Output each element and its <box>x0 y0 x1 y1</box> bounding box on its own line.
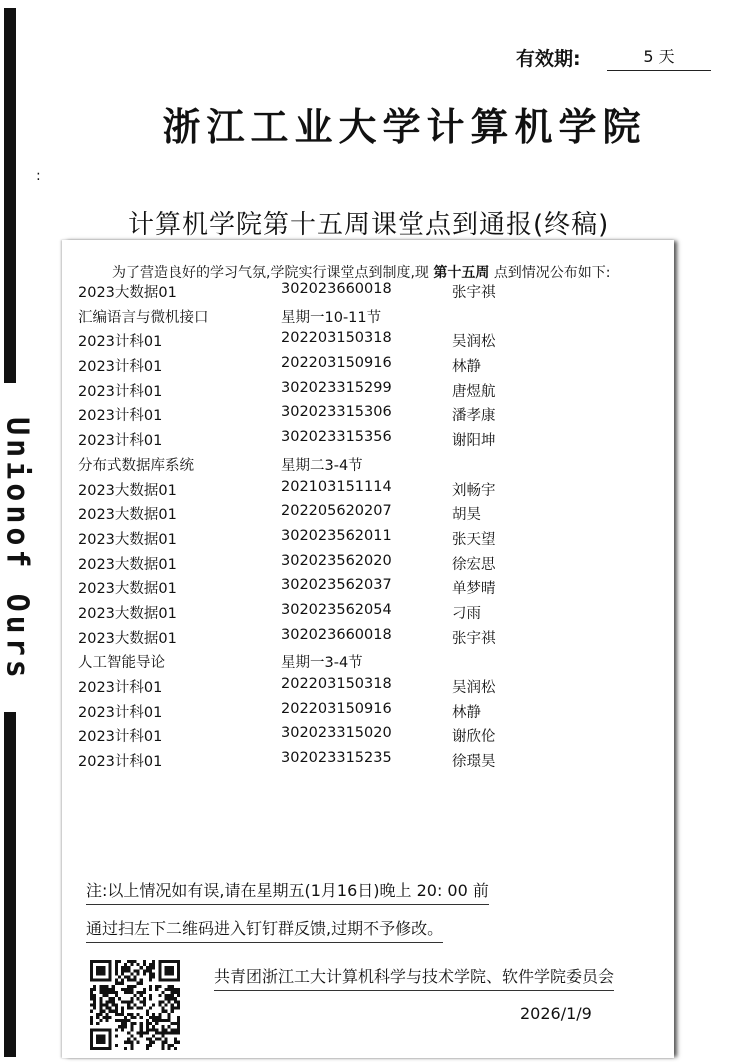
student-record-row <box>78 697 638 722</box>
student-record-row <box>78 549 638 574</box>
student-record-row <box>78 475 638 500</box>
student-record-row <box>78 598 638 623</box>
student-name: 张宇祺 <box>452 285 496 301</box>
student-id: 302023315306 <box>281 404 392 421</box>
student-record-row <box>78 376 638 401</box>
note-line-1: 注:以上情况如有误,请在星期五(1月16日)晚上 20: 00 前 <box>86 878 489 905</box>
student-id: 202203150916 <box>281 355 392 372</box>
organization-name: 共青团浙江工大计算机科学与技术学院、软件学院委员会 <box>214 964 614 991</box>
student-class: 2023计科01 <box>78 383 163 400</box>
student-class: 2023计科01 <box>78 334 163 351</box>
student-id: 302023562037 <box>281 577 392 594</box>
student-name: 潘孝康 <box>452 408 496 425</box>
course-name: 汇编语言与微机接口 <box>78 309 209 326</box>
student-record-row <box>78 277 638 302</box>
student-name: 林静 <box>452 359 481 376</box>
student-class: 2023大数据01 <box>78 556 177 573</box>
intro-week: 第十五周 <box>433 265 490 281</box>
student-id: 302023660018 <box>281 626 392 643</box>
student-name: 吴润松 <box>452 680 496 696</box>
course-time: 星期一3-4节 <box>281 655 363 672</box>
student-name: 吴润松 <box>452 334 496 351</box>
intro-prefix: 为了营造良好的学习气氛,学院实行课堂点到制度,现 <box>112 265 429 281</box>
student-name: 胡昊 <box>452 507 481 524</box>
student-name: 张宇祺 <box>452 630 496 647</box>
student-name: 谢欣伦 <box>452 729 496 746</box>
student-id: 202103151114 <box>281 478 392 495</box>
student-class: 2023大数据01 <box>78 581 177 598</box>
sidebar-bar-top <box>4 8 16 383</box>
student-record-row <box>78 400 638 425</box>
student-class: 2023大数据01 <box>78 630 177 647</box>
course-name: 分布式数据库系统 <box>78 457 194 474</box>
student-record-row <box>78 425 638 450</box>
student-name: 林静 <box>452 704 481 721</box>
attendance-list <box>78 277 638 771</box>
student-class: 2023大数据01 <box>78 605 177 622</box>
student-class: 2023大数据01 <box>78 285 177 301</box>
course-header-row <box>78 647 638 672</box>
institution-title: 浙江工业大学计算机学院 <box>162 105 647 149</box>
student-name: 刁雨 <box>452 605 481 622</box>
student-record-row <box>78 499 638 524</box>
student-class: 2023计科01 <box>78 729 163 746</box>
student-name: 唐煜航 <box>452 383 496 400</box>
student-id: 302023562011 <box>281 527 392 544</box>
student-class: 2023计科01 <box>78 433 163 450</box>
student-record-row <box>78 326 638 351</box>
student-class: 2023大数据01 <box>78 531 177 548</box>
issue-date: 2026/1/9 <box>520 1004 592 1023</box>
intro-suffix: 点到情况公布如下: <box>493 265 611 281</box>
student-record-row <box>78 351 638 376</box>
student-id: 302023315356 <box>281 429 392 446</box>
student-id: 302023562020 <box>281 552 392 569</box>
student-name: 张天望 <box>452 531 496 548</box>
student-id: 302023315235 <box>281 750 392 767</box>
student-class: 2023计科01 <box>78 359 163 376</box>
student-id: 302023660018 <box>281 281 392 297</box>
validity-label: 有效期: <box>516 48 581 70</box>
sidebar-bar-bottom <box>4 712 16 1057</box>
course-time: 星期二3-4节 <box>281 457 363 474</box>
note-line-2: 通过扫左下二维码进入钉钉群反馈,过期不予修改。 <box>86 916 443 943</box>
student-record-row <box>78 721 638 746</box>
course-name: 人工智能导论 <box>78 655 165 672</box>
student-id: 202203150916 <box>281 700 392 717</box>
student-name: 谢阳坤 <box>452 433 496 450</box>
course-header-row <box>78 450 638 475</box>
validity-value: 5 天 <box>607 44 711 71</box>
student-id: 202203150318 <box>281 676 392 692</box>
student-class: 2023大数据01 <box>78 507 177 524</box>
sidebar-vertical-text: Unionof Ours <box>0 417 35 682</box>
qr-code[interactable] <box>90 960 180 1050</box>
student-record-row <box>78 623 638 648</box>
student-record-row <box>78 573 638 598</box>
colon-mark: : <box>36 168 41 184</box>
student-class: 2023计科01 <box>78 754 163 771</box>
student-id: 302023562054 <box>281 601 392 618</box>
student-id: 202203150318 <box>281 330 392 347</box>
course-header-row <box>78 302 638 327</box>
student-record-row <box>78 672 638 697</box>
student-name: 徐宏思 <box>452 556 496 573</box>
student-record-row <box>78 746 638 771</box>
student-name: 刘畅宇 <box>452 482 496 499</box>
student-record-row <box>78 524 638 549</box>
student-name: 徐璟昊 <box>452 754 496 771</box>
student-name: 单梦晴 <box>452 581 496 598</box>
student-class: 2023计科01 <box>78 408 163 425</box>
student-id: 302023315020 <box>281 725 392 742</box>
student-class: 2023大数据01 <box>78 482 177 499</box>
student-id: 302023315299 <box>281 379 392 396</box>
student-class: 2023计科01 <box>78 680 163 696</box>
student-id: 202205620207 <box>281 503 392 520</box>
notice-title: 计算机学院第十五周课堂点到通报(终稿) <box>128 204 609 244</box>
student-class: 2023计科01 <box>78 704 163 721</box>
course-time: 星期一10-11节 <box>281 309 382 326</box>
